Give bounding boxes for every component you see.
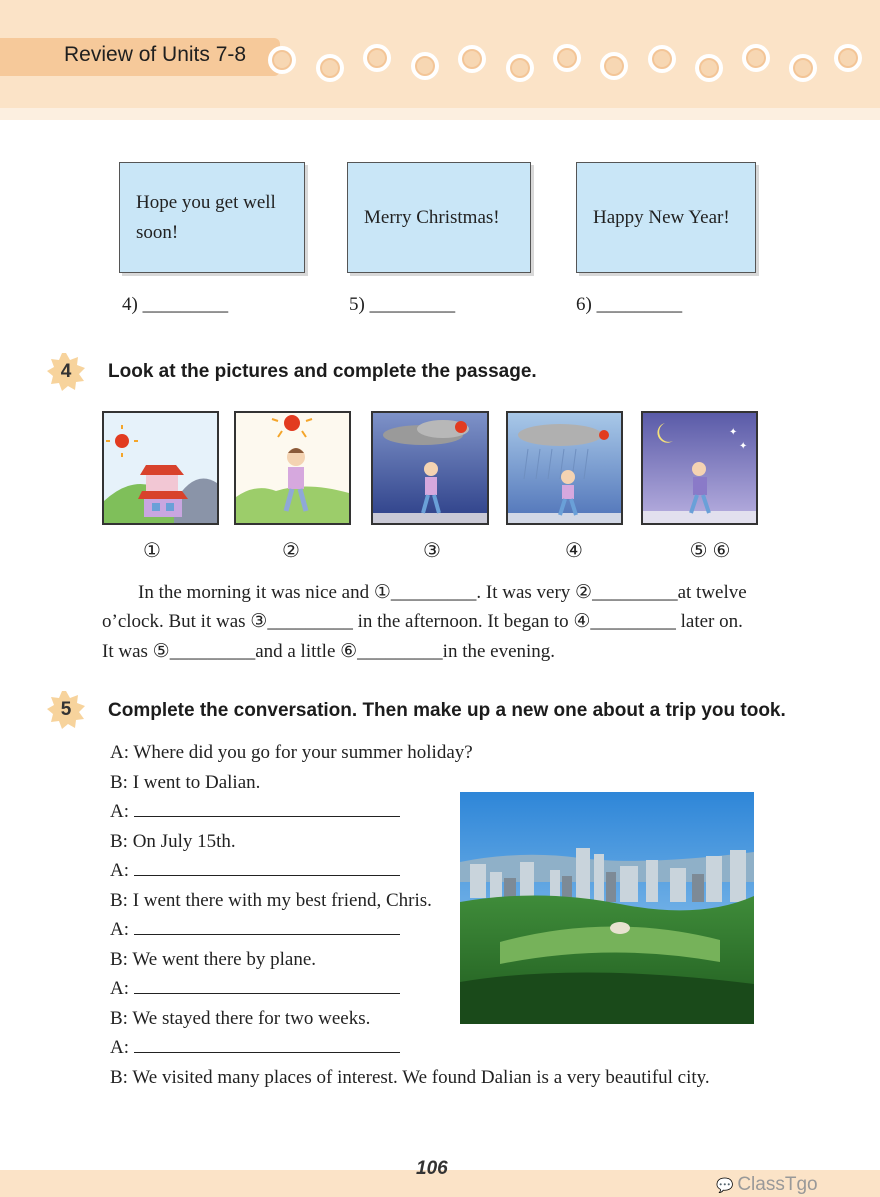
ring-icon <box>742 44 770 72</box>
answer-line[interactable] <box>134 798 400 817</box>
answer-line[interactable] <box>134 975 400 994</box>
answer-blank-4[interactable]: 4) _________ <box>122 294 229 315</box>
conversation-line <box>110 797 400 827</box>
decorative-rings <box>268 42 880 82</box>
speaker-label: A: <box>110 801 129 822</box>
conversation-line: A: Where did you go for your summer holiday? <box>110 742 473 763</box>
card-new-year <box>576 162 756 273</box>
section-number: 5 <box>60 699 72 720</box>
conversation-line: B: We visited many places of interest. We found Dalian is a very beautiful city. <box>110 1067 710 1088</box>
picture-number: ① <box>143 540 161 562</box>
speaker-label: A: <box>110 860 129 881</box>
answer-line[interactable] <box>134 857 400 876</box>
answer-blank-6[interactable]: 6) _________ <box>576 294 683 315</box>
ring-icon <box>600 52 628 80</box>
conversation-line <box>110 1033 400 1063</box>
ring-icon <box>268 46 296 74</box>
ring-icon <box>553 44 581 72</box>
conversation-line: B: I went there with my best friend, Chris. <box>110 890 432 911</box>
card-christmas <box>347 162 531 273</box>
section-5-badge <box>46 690 86 730</box>
answer-blank-5[interactable]: 5) _________ <box>349 294 456 315</box>
conversation-line: B: We stayed there for two weeks. <box>110 1008 371 1029</box>
watermark-text: ClassTgo <box>737 1174 818 1195</box>
card-text: Hope you get well soon! <box>136 191 276 243</box>
ring-icon <box>834 44 862 72</box>
picture-cloudy-afternoon <box>371 411 489 525</box>
speaker-label: A: <box>110 1037 129 1058</box>
dalian-city-photo <box>460 792 754 1024</box>
passage-line: It was ⑤_________and a little ⑥_________in the evening. <box>102 641 556 662</box>
picture-number: ⑤ ⑥ <box>689 540 731 562</box>
section-4-badge <box>46 352 86 392</box>
conversation-line <box>110 974 400 1004</box>
svg-text:✦: ✦ <box>739 441 748 452</box>
chat-icon: 💬 <box>716 1177 738 1193</box>
answer-line[interactable] <box>134 916 400 935</box>
picture-evening <box>641 411 758 525</box>
card-text: Happy New Year! <box>593 206 730 228</box>
section-5-heading: Complete the conversation. Then make up a new one about a trip you took. <box>108 700 786 721</box>
conversation-line <box>110 915 400 945</box>
page-title: Review of Units 7-8 <box>64 43 247 66</box>
ring-icon <box>411 52 439 80</box>
ring-icon <box>789 54 817 82</box>
section-4-heading: Look at the pictures and complete the passage. <box>108 361 537 382</box>
card-get-well <box>119 162 305 273</box>
picture-number: ② <box>282 540 300 562</box>
picture-hot-noon <box>234 411 351 525</box>
conversation-line: B: We went there by plane. <box>110 949 317 970</box>
ring-icon <box>458 45 486 73</box>
ring-icon <box>648 45 676 73</box>
conversation-line <box>110 856 400 886</box>
passage-line: In the morning it was nice and ①_________. It was very ②_________at twelve <box>138 582 747 603</box>
page-number: 106 <box>416 1158 448 1179</box>
picture-number: ③ <box>423 540 441 562</box>
passage-line: o’clock. But it was ③_________ in the afternoon. It began to ④_________ later on. <box>102 611 743 632</box>
speaker-label: A: <box>110 978 129 999</box>
conversation-line: B: I went to Dalian. <box>110 772 261 793</box>
ring-icon <box>506 54 534 82</box>
answer-line[interactable] <box>134 1034 400 1053</box>
watermark <box>716 1174 818 1196</box>
ring-icon <box>363 44 391 72</box>
picture-number: ④ <box>565 540 583 562</box>
ring-icon <box>695 54 723 82</box>
ring-icon <box>316 54 344 82</box>
picture-rainy <box>506 411 623 525</box>
header-stripe <box>0 108 880 120</box>
section-number: 4 <box>60 361 72 382</box>
picture-sunny-house <box>102 411 219 525</box>
svg-text:✦: ✦ <box>729 427 738 438</box>
conversation-line: B: On July 15th. <box>110 831 236 852</box>
speaker-label: A: <box>110 919 129 940</box>
card-text: Merry Christmas! <box>364 206 500 228</box>
